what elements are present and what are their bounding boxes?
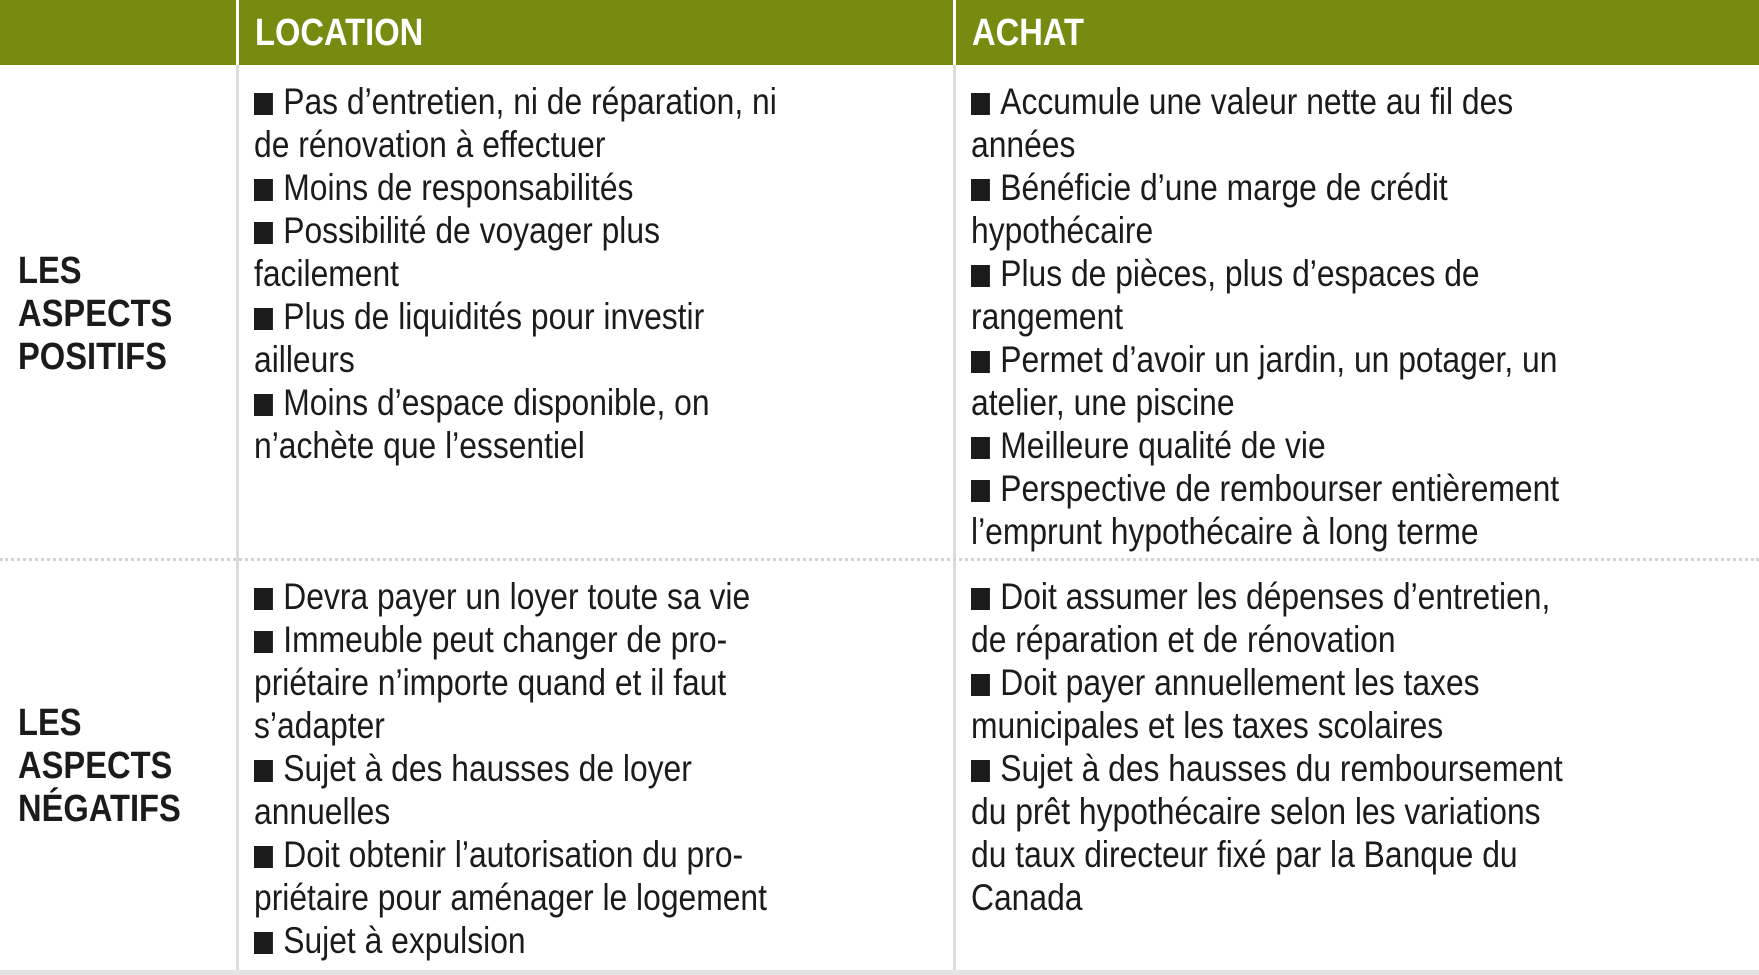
list-item-line	[254, 338, 777, 381]
list-item-text: Immeuble peut changer de pro-	[283, 619, 728, 660]
row-label-line: ASPECTS	[18, 745, 173, 787]
list-item-text: Doit payer annuellement les taxes	[1000, 662, 1480, 703]
square-bullet-icon	[254, 394, 273, 416]
header-corner	[0, 0, 236, 65]
list-item-line	[971, 123, 1559, 166]
list-item-text: n’achète que l’essentiel	[254, 425, 585, 466]
list-item-text: Plus de pièces, plus d’espaces de	[1000, 253, 1480, 294]
list-item	[254, 209, 777, 295]
list-item	[254, 833, 767, 919]
list-item-line	[254, 424, 777, 467]
square-bullet-icon	[971, 351, 990, 373]
list-item-line	[254, 80, 777, 123]
square-bullet-icon	[971, 437, 990, 459]
negatifs-location-cell	[254, 575, 767, 962]
list-item-line	[971, 80, 1559, 123]
list-item-line	[254, 166, 777, 209]
square-bullet-icon	[971, 760, 990, 782]
list-item-line	[971, 790, 1563, 833]
row-label-line: NÉGATIFS	[18, 788, 181, 830]
header-divider	[236, 0, 239, 65]
list-item-text: Moins d’espace disponible, on	[283, 382, 710, 423]
negatifs-achat-cell	[971, 575, 1563, 919]
square-bullet-icon	[971, 93, 990, 115]
list-item-text: rangement	[971, 296, 1124, 337]
positifs-location-cell	[254, 80, 777, 467]
list-item-text: l’emprunt hypothécaire à long terme	[971, 511, 1479, 552]
list-item-line	[971, 876, 1563, 919]
row-label-positifs	[18, 250, 172, 379]
list-item	[971, 467, 1559, 553]
header-location	[239, 0, 953, 65]
list-item-line	[254, 747, 767, 790]
list-item	[971, 80, 1559, 166]
list-item-text: Pas d’entretien, ni de réparation, ni	[283, 81, 777, 122]
square-bullet-icon	[254, 222, 273, 244]
square-bullet-icon	[254, 760, 273, 782]
list-item-line	[971, 209, 1559, 252]
list-item	[971, 252, 1559, 338]
column-divider	[236, 0, 239, 975]
list-item-text: Devra payer un loyer toute sa vie	[283, 576, 751, 617]
list-item-line	[254, 209, 777, 252]
list-item-line	[254, 575, 767, 618]
list-item-text: Moins de responsabilités	[283, 167, 634, 208]
list-item-line	[254, 790, 767, 833]
list-item	[254, 919, 767, 962]
list-item-line	[254, 919, 767, 962]
row-label-negatifs	[18, 702, 181, 831]
list-item	[971, 424, 1559, 467]
list-item-text: Accumule une valeur nette au fil des	[1000, 81, 1514, 122]
list-item-line	[254, 876, 767, 919]
list-item-text: hypothécaire	[971, 210, 1154, 251]
list-item-text: s’adapter	[254, 705, 385, 746]
list-item	[971, 575, 1563, 661]
square-bullet-icon	[971, 265, 990, 287]
list-item-line	[971, 338, 1559, 381]
list-item-text: années	[971, 124, 1076, 165]
header-location-label: LOCATION	[255, 12, 424, 54]
list-item-text: Possibilité de voyager plus	[283, 210, 660, 251]
square-bullet-icon	[254, 308, 273, 330]
list-item	[971, 747, 1563, 919]
list-item-text: Meilleure qualité de vie	[1000, 425, 1326, 466]
bottom-border	[0, 970, 1759, 975]
header-achat-label: ACHAT	[972, 12, 1084, 54]
list-item-line	[971, 295, 1559, 338]
list-item-text: Doit assumer les dépenses d’entretien,	[1000, 576, 1551, 617]
list-item-text: du taux directeur fixé par la Banque du	[971, 834, 1518, 875]
list-item	[971, 661, 1563, 747]
list-item-line	[254, 704, 767, 747]
row-label-line: LES	[18, 250, 82, 292]
list-item-text: Sujet à expulsion	[283, 920, 526, 961]
row-divider	[0, 558, 1759, 561]
list-item-text: de rénovation à effectuer	[254, 124, 606, 165]
list-item-line	[254, 618, 767, 661]
list-item	[254, 80, 777, 166]
list-item-line	[971, 661, 1563, 704]
list-item	[254, 575, 767, 618]
square-bullet-icon	[254, 932, 273, 954]
square-bullet-icon	[254, 631, 273, 653]
square-bullet-icon	[971, 588, 990, 610]
list-item-line	[971, 166, 1559, 209]
list-item-text: Doit obtenir l’autorisation du pro-	[283, 834, 744, 875]
list-item-text: priétaire pour aménager le logement	[254, 877, 767, 918]
header-divider	[953, 0, 956, 65]
list-item-text: facilement	[254, 253, 400, 294]
list-item-text: municipales et les taxes scolaires	[971, 705, 1444, 746]
square-bullet-icon	[254, 179, 273, 201]
positifs-achat-cell	[971, 80, 1559, 553]
list-item-text: annuelles	[254, 791, 391, 832]
square-bullet-icon	[971, 179, 990, 201]
list-item	[254, 618, 767, 747]
square-bullet-icon	[254, 588, 273, 610]
list-item-text: de réparation et de rénovation	[971, 619, 1396, 660]
square-bullet-icon	[254, 846, 273, 868]
list-item-text: du prêt hypothécaire selon les variations	[971, 791, 1541, 832]
list-item-line	[971, 252, 1559, 295]
column-divider	[953, 0, 956, 975]
list-item-text: Permet d’avoir un jardin, un potager, un	[1000, 339, 1558, 380]
list-item	[971, 338, 1559, 424]
list-item-text: Canada	[971, 877, 1083, 918]
row-label-line: POSITIFS	[18, 336, 167, 378]
list-item	[254, 747, 767, 833]
list-item-text: ailleurs	[254, 339, 355, 380]
list-item-text: Bénéficie d’une marge de crédit	[1000, 167, 1448, 208]
square-bullet-icon	[971, 674, 990, 696]
square-bullet-icon	[254, 93, 273, 115]
header-achat	[956, 0, 1759, 65]
list-item-line	[971, 747, 1563, 790]
list-item-text: Sujet à des hausses du remboursement	[1000, 748, 1563, 789]
list-item-text: Sujet à des hausses de loyer	[283, 748, 692, 789]
list-item-line	[254, 833, 767, 876]
list-item-text: Plus de liquidités pour investir	[283, 296, 705, 337]
list-item-text: priétaire n’importe quand et il faut	[254, 662, 727, 703]
row-label-line: LES	[18, 702, 82, 744]
list-item-line	[254, 295, 777, 338]
list-item-line	[254, 381, 777, 424]
list-item-line	[254, 661, 767, 704]
list-item-line	[254, 252, 777, 295]
list-item-line	[971, 510, 1559, 553]
list-item-line	[971, 575, 1563, 618]
list-item-line	[254, 123, 777, 166]
list-item-line	[971, 833, 1563, 876]
list-item-line	[971, 381, 1559, 424]
list-item-text: atelier, une piscine	[971, 382, 1235, 423]
list-item	[971, 166, 1559, 252]
square-bullet-icon	[971, 480, 990, 502]
list-item-line	[971, 618, 1563, 661]
list-item	[254, 295, 777, 381]
list-item	[254, 166, 777, 209]
list-item-line	[971, 467, 1559, 510]
row-label-line: ASPECTS	[18, 293, 173, 335]
list-item-line	[971, 704, 1563, 747]
list-item-text: Perspective de rembourser entièrement	[1000, 468, 1560, 509]
list-item	[254, 381, 777, 467]
list-item-line	[971, 424, 1559, 467]
